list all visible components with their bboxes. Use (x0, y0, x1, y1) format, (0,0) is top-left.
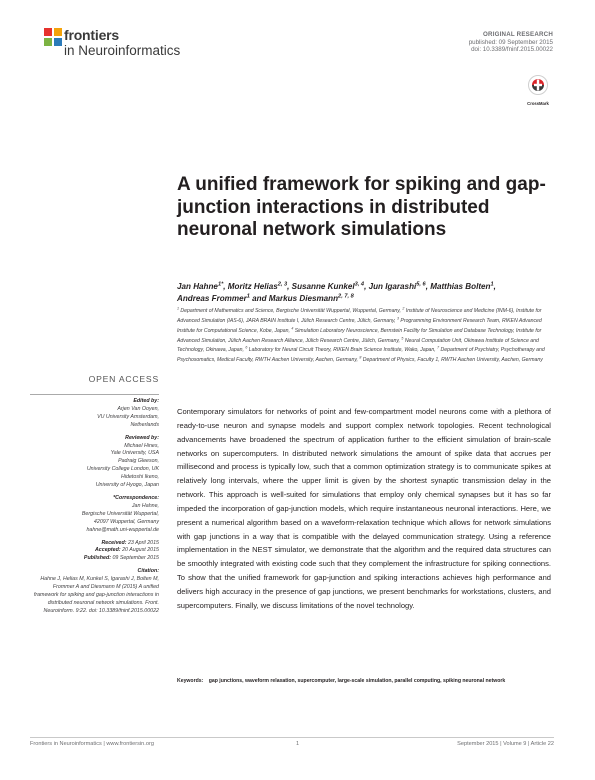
reviewer-line: Hidetoshi Ikeno, (121, 474, 159, 481)
reviewer-line: University of Hyogo, Japan (95, 482, 159, 489)
author-affiliation-marker: 1 (490, 281, 494, 288)
citation (30, 568, 159, 615)
author-affiliation-marker: 1* (217, 281, 224, 288)
keywords (177, 677, 551, 686)
affiliation (359, 357, 542, 363)
article-type: ORIGINAL RESEARCH (483, 31, 553, 38)
affiliation (245, 345, 440, 354)
citation-text: Hahne J, Helias M, Kunkel S, Igarashi J, Bolten M, Frommer A and Diesmann M (2015) A unified framework for spiking and gap-junction interactions in distributed neuronal network simulations. Front. Neuroinform. 9:22. doi: 10.3389/fninf.2015.00022 (33, 576, 159, 614)
published-label: Published: (83, 555, 111, 562)
author-name: Markus Diesmann (268, 294, 339, 303)
correspondence-line: Jan Hahne, (131, 502, 159, 509)
editor-line: Netherlands (130, 421, 159, 428)
frontiers-logo-icon (44, 28, 62, 46)
keywords-label: Keywords: (177, 678, 204, 684)
author[interactable] (292, 282, 364, 291)
citation-label: Citation: (137, 568, 159, 575)
affiliation-number: 3 (397, 316, 399, 321)
author-list: Jan Hahne$^{1*}$, Moritz Helias$^{2, 3}$, Susanne Kunkel$^{3, 4}$, Jun Igarashi$^{5, 6}$, Matthias Bolten$^1$, Andreas Frommer$^1$ and Markus Diesmann$^{2, 7, 8}$ (177, 281, 496, 303)
author[interactable] (228, 282, 287, 291)
reviewed-by (30, 435, 159, 490)
author[interactable] (269, 294, 354, 303)
author-affiliation-marker: 1 (246, 293, 250, 300)
crossmark-badge[interactable] (525, 75, 551, 106)
author-affiliation-marker: 5, 6 (416, 281, 426, 288)
affiliation-text: Department of Psychiatry, Psychotherapy and Psychosomatics, Medical Faculty, RWTH Aachen University, Aachen, Germany, (177, 347, 545, 364)
received-date: 23 April 2015 (127, 539, 159, 546)
published-date-sidebar: 09 September 2015 (112, 555, 159, 562)
sidebar-divider (30, 394, 159, 395)
affiliation-number: 5 (401, 335, 404, 340)
author-name: Jun Igarashi (368, 282, 417, 291)
affiliation-number: 6 (245, 345, 248, 350)
author-name: Matthias Bolten (430, 282, 491, 291)
affiliation-number: 1 (177, 306, 179, 311)
crossmark-label: CrossMark (527, 101, 549, 106)
affiliation (177, 306, 405, 314)
article-meta (469, 31, 553, 54)
article-sidebar (30, 394, 159, 621)
open-access-label: OPEN ACCESS (88, 374, 159, 384)
correspondence-line: 42097 Wuppertal, Germany (93, 518, 159, 525)
author[interactable] (177, 282, 223, 291)
affiliation-number: 7 (437, 345, 440, 350)
affiliation-text: Institute of Neuroscience and Medicine (INM-6), Institute for Advanced Simulation (IAS-6), JARA BRAIN Institute I, Jülich Research Centre, Jülich, Germany, (177, 308, 542, 324)
editor-line: VU University Amsterdam, (97, 413, 159, 420)
reviewer-line: University College London, UK (86, 466, 159, 473)
editor-line: Arjen Van Ooyen, (117, 405, 159, 412)
doi[interactable]: doi: 10.3389/fninf.2015.00022 (471, 46, 553, 54)
author-affiliation-marker: 2, 7, 8 (338, 293, 354, 300)
correspondence-line: Bergische Universität Wuppertal, (81, 510, 159, 517)
affiliation-text: Department of Mathematics and Science, Bergische Universität Wuppertal, Wuppertal, Germany, (179, 308, 403, 314)
reviewer-line: Michael Hines, (124, 442, 159, 449)
affiliation-number: 8 (359, 355, 362, 360)
page-number: 1 (296, 741, 300, 747)
correspondence (30, 495, 159, 535)
affiliations (177, 307, 551, 366)
author-name: Andreas Frommer (177, 294, 247, 303)
published-date: published: 09 September 2015 (468, 38, 553, 46)
author-name: Moritz Helias (227, 282, 278, 291)
affiliation-text: Laboratory for Neural Circuit Theory, RIKEN Brain Science Institute, Wako, Japan, (247, 347, 438, 354)
affiliation-number: 4 (291, 325, 294, 330)
journal-logo[interactable] (44, 26, 194, 60)
reviewer-line: Padraig Gleeson, (118, 458, 159, 465)
reviewer-line: Yale University, USA (110, 450, 159, 457)
author-affiliation-marker: 3, 4 (354, 281, 365, 288)
accepted-date: 20 August 2015 (122, 547, 159, 554)
author-name: Jan Hahne (177, 282, 218, 291)
journal-name: in Neuroinformatics (64, 43, 181, 58)
affiliation-text: Simulation Laboratory Neuroscience, Bernstein Facility for Simulation and Database Technology, Institute for Advanced Simulation, Jülich Aachen Research Alliance, Jülich Research Centre, Jülich, Germany, (177, 327, 542, 344)
keywords-text: gap junctions, waveform relaxation, supercomputer, large-scale simulation, parallel computing, spiking neuronal network (208, 678, 506, 684)
affiliation-text: Programming Environment Research Team, RIKEN Advanced Institute for Computational Science, Kobe, Japan, (177, 317, 542, 334)
affiliation-text: Department of Physics, Faculty 1, RWTH Aachen University, Aachen, Germany (361, 357, 543, 364)
author[interactable] (177, 294, 250, 303)
footer-issue-info: September 2015 | Volume 9 | Article 22 (457, 741, 554, 747)
edited-by (30, 398, 159, 430)
reviewed-by-label: Reviewed by: (125, 434, 159, 441)
abstract-text: Contemporary simulators for networks of point and few-compartment model neurons come with a plethora of ready-to-use neuron and synapse models and support complex network topologies. Recent technological advancements have broadened the spectrum of application further to the efficient simulation of brain-scale networks on supercomputers. In distributed network simulations the amount of spike data that accrues per millisecond and process is typically low, such that a common optimization strategy is to communicate spikes at relatively long intervals, where the upper limit is given by the shortest synaptic transmission delay in the network. This approach is well-suited for simulations that employ only chemical synapses but it has so far impeded the incorporation of gap-junction models, which require instantaneous neuronal interactions. Here, we present a numerical algorithm based on a waveform-relaxation technique which allows for network simulations with gap junctions in a way that is compatible with the delayed communication strategy. Using a reference implementation in the NEST simulator, we demonstrate that the algorithm and the required data structures can be smoothly integrated with existing code such that they complement the infrastructure for spiking connections. To show that the unified framework for gap-junction and spiking interactions achieves high performance and delivers high accuracy in the presence of gap junctions, we present benchmarks for workstations, clusters, and supercomputers. Finally, we discuss limitations of the novel technology. (177, 407, 551, 610)
article-dates (30, 540, 159, 564)
affiliation-number: 2 (402, 306, 405, 311)
accepted-label: Accepted: (94, 547, 121, 554)
article-title: A unified framework for spiking and gap-junction interactions in distributed neuronal network simulations (177, 174, 546, 240)
footer-journal-link[interactable]: Frontiers in Neuroinformatics | www.frontiersin.org (30, 741, 154, 747)
correspondence-label: *Correspondence: (113, 494, 159, 501)
footer-divider (30, 737, 554, 738)
author-name: Susanne Kunkel (291, 282, 355, 291)
affiliation-text: Neural Computation Unit, Okinawa Institute of Science and Technology, Okinawa, Japan, (177, 337, 539, 354)
author-affiliation-marker: 2, 3 (277, 281, 288, 288)
received-label: Received: (101, 539, 127, 546)
edited-by-label: Edited by: (133, 398, 159, 404)
crossmark-icon (528, 75, 548, 95)
author[interactable] (369, 282, 426, 291)
author[interactable] (430, 282, 493, 291)
correspondence-email[interactable]: hahne@math.uni-wuppertal.de (86, 526, 159, 533)
brand-name: frontiers (64, 27, 119, 43)
